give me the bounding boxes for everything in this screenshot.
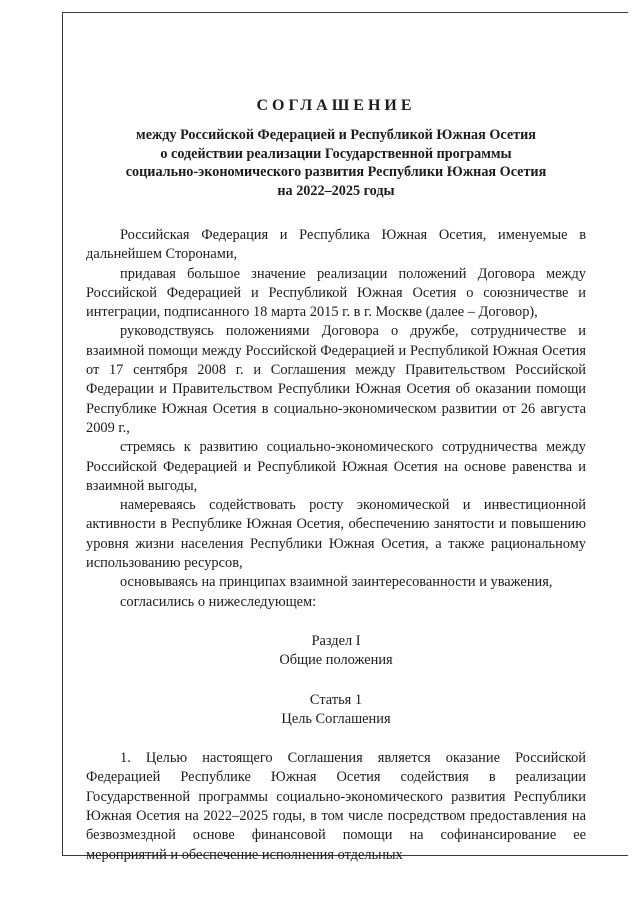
document-content <box>86 96 586 865</box>
preamble-paragraph: стремясь к развитию социально-экономического сотрудничества между Российской Федерацией и Республикой Южная Осетия на основе равенства и взаимной выгоды, <box>86 439 586 494</box>
article-paragraph: 1. Целью настоящего Соглашения является оказание Российской Федерацией Республике Южная Осетия содействия в реализации Государственной программы социально-экономического развития Республики Южная Осетия на 2022–2025 годы, в том числе посредством предоставления на безвозмездной основе финансовой помощи на софинансирование ее мероприятий и обеспечение исполнения отдельных <box>86 750 586 863</box>
page-frame-top-line <box>62 12 628 13</box>
preamble-paragraph: придавая большое значение реализации положений Договора между Российской Федерацией и Республикой Южная Осетия о союзничестве и интеграции, подписанного 18 марта 2015 г. в г. Москве (далее – Договор), <box>86 265 586 321</box>
section-number: Раздел I <box>311 632 361 649</box>
preamble-paragraph: руководствуясь положениями Договора о дружбе, сотрудничестве и взаимной помощи между Российской Федерацией и Республикой Южная Осетия от 17 сентября 2008 г. и Соглашения между Правительством Российской Федерации и Правительством Республики Южная Осетия об оказании помощи Республике Южная Осетия в социально-экономическом развитии от 26 августа 2009 г., <box>86 323 586 436</box>
document-title: СОГЛАШЕНИЕ <box>256 97 416 114</box>
page-frame-left-line <box>62 12 63 855</box>
preamble-paragraph: Российская Федерация и Республика Южная Осетия, именуемые в дальнейшем Сторонами, <box>86 227 586 263</box>
preamble <box>86 226 586 612</box>
document-subtitle <box>86 126 586 200</box>
subtitle-line: между Российской Федерацией и Республикой Южная Осетия <box>136 127 536 143</box>
subtitle-line: на 2022–2025 годы <box>277 182 395 199</box>
subtitle-line: социально-экономического развития Республики Южная Осетия <box>125 164 547 180</box>
article-number: Статья 1 <box>309 691 363 708</box>
article-body <box>86 749 586 865</box>
section-title: Общие положения <box>279 652 393 669</box>
preamble-paragraph: намереваясь содействовать росту экономической и инвестиционной активности в Республике Южная Осетия, обеспечению занятости и повышению уровня жизни населения Республики Южная Осетия, а также рациональному использованию ресурсов, <box>86 497 586 572</box>
article-heading <box>86 691 586 730</box>
article-title: Цель Соглашения <box>281 710 391 727</box>
preamble-paragraph: согласились о нижеследующем: <box>120 593 317 610</box>
preamble-paragraph: основываясь на принципах взаимной заинтересованности и уважения, <box>120 574 553 591</box>
section-heading <box>86 632 586 671</box>
subtitle-line: о содействии реализации Государственной программы <box>160 145 512 162</box>
